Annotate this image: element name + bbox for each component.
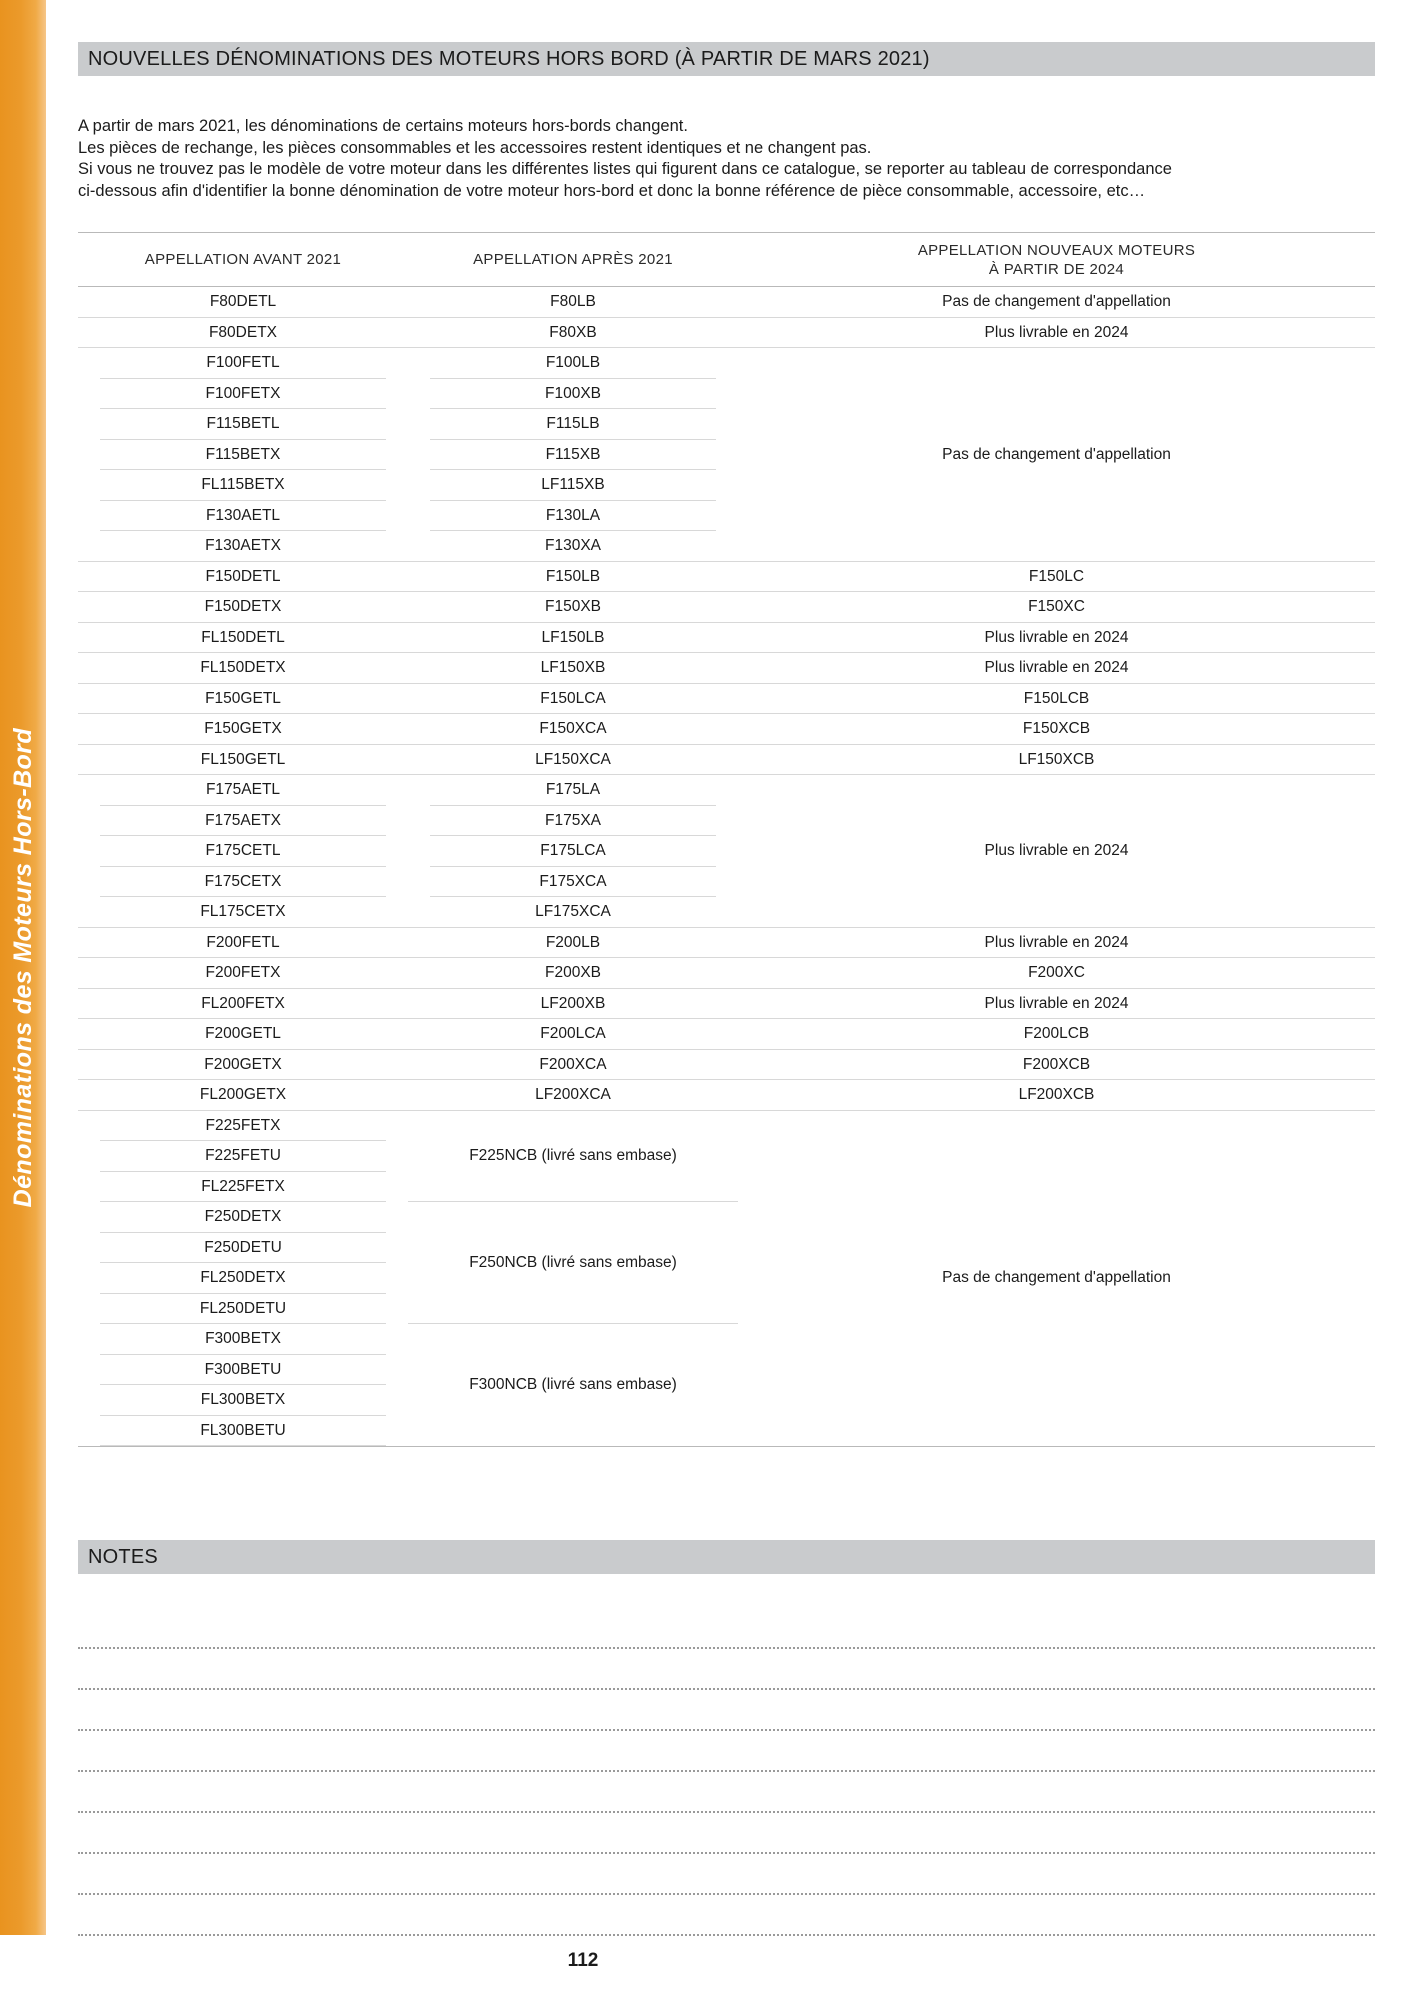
table-cell-before: F115BETX <box>78 440 408 471</box>
table-row-group <box>78 623 1375 654</box>
table-cell-before: F100FETX <box>78 379 408 410</box>
table-cell-before: F130AETL <box>78 501 408 532</box>
table-row-group <box>78 318 1375 349</box>
table-col-before <box>78 623 408 654</box>
table-col-before <box>78 562 408 593</box>
table-row-group <box>78 684 1375 715</box>
table-cell-before: FL200FETX <box>78 989 408 1020</box>
table-cell-before: F175CETX <box>78 867 408 898</box>
notes-header-bar <box>78 1540 1375 1574</box>
table-row-group <box>78 1080 1375 1111</box>
table-cell-new: F150XCB <box>738 714 1375 745</box>
table-cell-after: F150XB <box>408 592 738 623</box>
section-header-bar <box>78 42 1375 76</box>
table-row-group <box>78 653 1375 684</box>
table-cell-new: Plus livrable en 2024 <box>738 775 1375 928</box>
table-col-before <box>78 1111 408 1447</box>
table-col-before <box>78 928 408 959</box>
table-cell-new: F150XC <box>738 592 1375 623</box>
table-col-after <box>408 989 738 1020</box>
table-col-after <box>408 1019 738 1050</box>
notes-title: NOTES <box>88 1545 158 1568</box>
table-col-before <box>78 1080 408 1111</box>
table-cell-after-merged: F225NCB (livré sans embase) <box>408 1111 738 1203</box>
table-cell-before: FL250DETX <box>78 1263 408 1294</box>
table-col-after <box>408 1080 738 1111</box>
table-row-group <box>78 1019 1375 1050</box>
table-row-group <box>78 562 1375 593</box>
table-cell-after: LF150XB <box>408 653 738 684</box>
table-cell-after: LF150XCA <box>408 745 738 776</box>
table-col-before <box>78 1050 408 1081</box>
notes-line[interactable] <box>78 1690 1375 1731</box>
table-cell-before: F115BETL <box>78 409 408 440</box>
table-cell-before: FL175CETX <box>78 897 408 928</box>
notes-lines <box>78 1608 1375 1936</box>
table-cell-before: F250DETX <box>78 1202 408 1233</box>
table-col-after <box>408 318 738 349</box>
table-header-new-2024-line2: À PARTIR DE 2024 <box>988 260 1125 278</box>
table-cell-after: F115XB <box>408 440 738 471</box>
table-col-after <box>408 745 738 776</box>
table-header-new-2024-line1: APPELLATION NOUVEAUX MOTEURS <box>917 241 1196 259</box>
table-cell-new: LF150XCB <box>738 745 1375 776</box>
table-cell-before: FL200GETX <box>78 1080 408 1111</box>
correspondence-table <box>78 232 1375 1447</box>
table-col-after <box>408 1050 738 1081</box>
page-content <box>78 0 1415 2000</box>
table-cell-after: LF200XB <box>408 989 738 1020</box>
table-cell-before: F150DETX <box>78 592 408 623</box>
table-body <box>78 287 1375 1446</box>
table-header-before-2021: APPELLATION AVANT 2021 <box>144 251 342 268</box>
sidebar-tab <box>0 0 46 1935</box>
table-row-group <box>78 928 1375 959</box>
table-cell-before: F80DETL <box>78 287 408 318</box>
table-cell-new: F150LC <box>738 562 1375 593</box>
table-row-group <box>78 745 1375 776</box>
table-row-group <box>78 958 1375 989</box>
table-cell-before: FL150DETX <box>78 653 408 684</box>
intro-paragraph <box>78 116 1378 202</box>
table-cell-after: F175XCA <box>408 867 738 898</box>
table-cell-after: F80XB <box>408 318 738 349</box>
table-col-before <box>78 745 408 776</box>
table-cell-new: F200XCB <box>738 1050 1375 1081</box>
table-cell-before: F300BETU <box>78 1355 408 1386</box>
table-cell-new-merged: Pas de changement d'appellation <box>942 1269 1171 1287</box>
notes-line[interactable] <box>78 1731 1375 1772</box>
notes-line[interactable] <box>78 1772 1375 1813</box>
table-cell-after: F150LCA <box>408 684 738 715</box>
table-cell-new: Plus livrable en 2024 <box>738 653 1375 684</box>
table-col-after <box>408 287 738 318</box>
table-col-before <box>78 958 408 989</box>
table-row-group <box>78 989 1375 1020</box>
table-header-row <box>78 233 1375 287</box>
intro-line-4: ci-dessous afin d'identifier la bonne dénomination de votre moteur hors-bord et donc la bonne référence de pièce consommable, accessoire, etc… <box>78 181 1146 200</box>
table-cell-before: F200FETL <box>78 928 408 959</box>
notes-line[interactable] <box>78 1608 1375 1649</box>
table-header-new-2024 <box>738 241 1375 279</box>
table-row-group-merged <box>78 1111 1375 1447</box>
table-cell-after: LF175XCA <box>408 897 738 928</box>
table-cell-new: Pas de changement d'appellation <box>738 348 1375 562</box>
table-col-before <box>78 775 408 928</box>
intro-line-1: A partir de mars 2021, les dénominations de certains moteurs hors-bords changent. <box>78 117 688 135</box>
table-cell-after-merged: F300NCB (livré sans embase) <box>469 1376 677 1393</box>
table-col-after <box>408 684 738 715</box>
table-row-group <box>78 592 1375 623</box>
table-col-before <box>78 714 408 745</box>
table-cell-new: Pas de changement d'appellation <box>738 287 1375 318</box>
notes-line[interactable] <box>78 1854 1375 1895</box>
notes-line[interactable] <box>78 1649 1375 1690</box>
table-col-before <box>78 684 408 715</box>
table-cell-after: F200XCA <box>408 1050 738 1081</box>
table-row-group <box>78 1050 1375 1081</box>
table-cell-after: F175LA <box>408 775 738 806</box>
table-cell-before: F150GETL <box>78 684 408 715</box>
page-number: 112 <box>567 1950 599 1971</box>
table-cell-before: F100FETL <box>78 348 408 379</box>
sidebar-tab-label-wrapper <box>0 0 46 1935</box>
table-cell-after: F100XB <box>408 379 738 410</box>
table-cell-new: LF200XCB <box>738 1080 1375 1111</box>
table-cell-before: F300BETX <box>78 1324 408 1355</box>
intro-line-3: Si vous ne trouvez pas le modèle de votre moteur dans les différentes listes qui figurent dans ce catalogue, se reporter au tableau de correspondance <box>78 160 1172 178</box>
table-cell-new: Plus livrable en 2024 <box>738 623 1375 654</box>
table-cell-after-merged: F250NCB (livré sans embase) <box>408 1202 738 1324</box>
table-row-group <box>78 348 1375 562</box>
notes-line[interactable] <box>78 1895 1375 1936</box>
table-col-after <box>408 348 738 562</box>
table-cell-after: F175XA <box>408 806 738 837</box>
table-col-before <box>78 592 408 623</box>
table-row-group <box>78 714 1375 745</box>
table-cell-after: F175LCA <box>408 836 738 867</box>
table-col-before <box>78 1019 408 1050</box>
table-cell-before: F225FETU <box>78 1141 408 1172</box>
table-cell-before: FL300BETX <box>78 1385 408 1416</box>
table-cell-new: Plus livrable en 2024 <box>738 989 1375 1020</box>
table-row-group <box>78 287 1375 318</box>
table-cell-after: F200LCA <box>408 1019 738 1050</box>
table-cell-new: F200LCB <box>738 1019 1375 1050</box>
table-col-after <box>408 623 738 654</box>
table-cell-before: FL300BETU <box>78 1416 408 1447</box>
table-cell-before: F200FETX <box>78 958 408 989</box>
table-cell-before: F150GETX <box>78 714 408 745</box>
table-col-after <box>408 775 738 928</box>
table-cell-after: F100LB <box>408 348 738 379</box>
table-col-after <box>408 714 738 745</box>
table-cell-after: F200LB <box>408 928 738 959</box>
table-cell-before: FL150GETL <box>78 745 408 776</box>
table-cell-after: F150XCA <box>408 714 738 745</box>
table-cell-after: F130XA <box>408 531 738 562</box>
table-cell-after: LF150LB <box>408 623 738 654</box>
intro-line-2: Les pièces de rechange, les pièces consommables et les accessoires restent identiques et ne changent pas. <box>78 138 872 157</box>
table-col-after <box>408 562 738 593</box>
table-cell-before: F150DETL <box>78 562 408 593</box>
page-title: NOUVELLES DÉNOMINATIONS DES MOTEURS HORS BORD (À PARTIR DE MARS 2021) <box>88 47 930 70</box>
table-cell-before: F130AETX <box>78 531 408 562</box>
table-cell-before: F175AETX <box>78 806 408 837</box>
table-cell-new: Plus livrable en 2024 <box>738 318 1375 349</box>
table-cell-before: FL225FETX <box>78 1172 408 1203</box>
table-cell-after: F130LA <box>408 501 738 532</box>
table-cell-before: F80DETX <box>78 318 408 349</box>
table-cell-after: LF115XB <box>408 470 738 501</box>
table-cell-before: F175CETL <box>78 836 408 867</box>
table-col-after <box>408 1111 738 1447</box>
table-cell-new: F150LCB <box>738 684 1375 715</box>
table-col-before <box>78 287 408 318</box>
table-col-before <box>78 653 408 684</box>
table-col-after <box>408 928 738 959</box>
table-col-before <box>78 318 408 349</box>
table-cell-before: F175AETL <box>78 775 408 806</box>
table-cell-before: FL150DETL <box>78 623 408 654</box>
table-cell-before: FL115BETX <box>78 470 408 501</box>
table-col-before <box>78 348 408 562</box>
table-cell-after: F80LB <box>408 287 738 318</box>
table-cell-after: F200XB <box>408 958 738 989</box>
table-cell-before: F200GETX <box>78 1050 408 1081</box>
notes-line[interactable] <box>78 1813 1375 1854</box>
table-cell-before: F250DETU <box>78 1233 408 1264</box>
table-cell-before: F200GETL <box>78 1019 408 1050</box>
table-cell-after: F150LB <box>408 562 738 593</box>
table-col-after <box>408 958 738 989</box>
table-cell-before: F225FETX <box>78 1111 408 1142</box>
table-header-after-2021: APPELLATION APRÈS 2021 <box>473 251 673 268</box>
table-cell-new: F200XC <box>738 958 1375 989</box>
table-cell-after: LF200XCA <box>408 1080 738 1111</box>
table-cell-before: FL250DETU <box>78 1294 408 1325</box>
table-col-before <box>78 989 408 1020</box>
table-cell-new: Plus livrable en 2024 <box>738 928 1375 959</box>
table-row-group <box>78 775 1375 928</box>
table-cell-after: F115LB <box>408 409 738 440</box>
table-col-after <box>408 653 738 684</box>
sidebar-tab-label: Dénominations des Moteurs Hors-Bord <box>8 727 37 1208</box>
table-col-after <box>408 592 738 623</box>
